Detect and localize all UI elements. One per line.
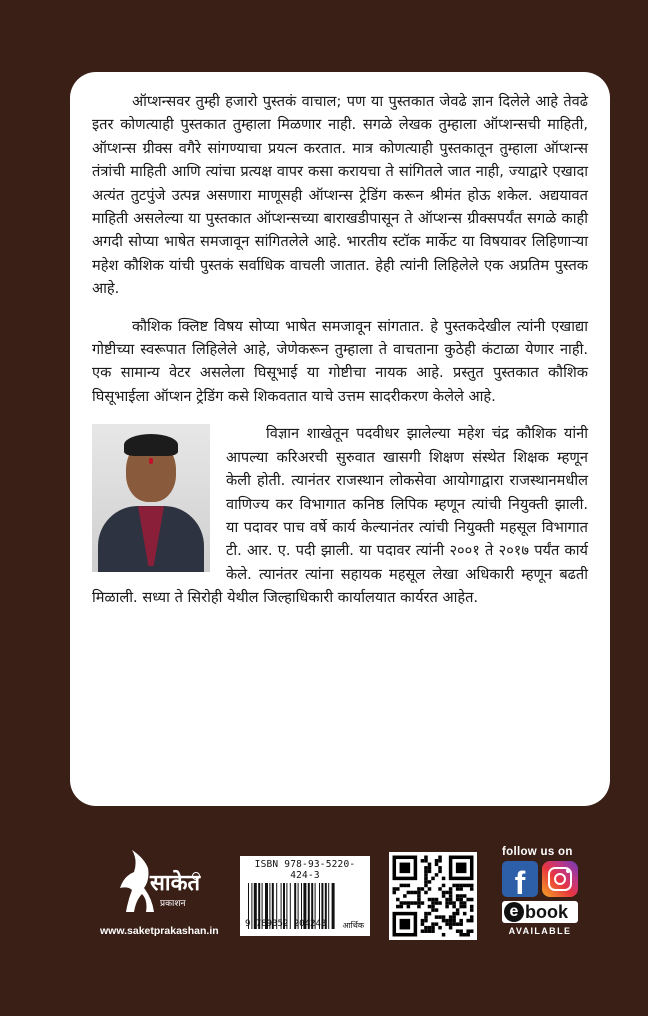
publisher-logo-subtext: प्रकाशन [160, 899, 186, 909]
publisher-logo-text: साकेत [150, 871, 201, 896]
author-bio: विज्ञान शाखेतून पदवीधर झालेल्या महेश चंद्र कौशिक यांनी आपल्या करिअरची सुरुवात खासगी शिक्षण संस्थेत शिक्षक म्हणून केली होती. त्यानंतर राजस्थान लोकसेवा आयोगाद्वारा राजस्थानमधील वाणिज्य कर विभागात कनिष्ठ लिपिक म्हणून त्यांची नियुक्ती झाली. या पदावर पाच वर्षे कार्य केल्यानंतर त्यांची नियुक्ती महसूल विभागात टी. आर. ए. पदी झाली. या पदावर त्यांनी २००१ ते २०१७ पर्यंत कार्य केले. त्यानंतर त्यांना सहायक महसूल लेखा अधिकारी म्हणून बढती मिळाली. सध्या ते सिरोही येथील जिल्हाधिकारी कार्यालयात कार्यरत आहेत. [92, 425, 588, 607]
instagram-icon[interactable] [542, 861, 578, 897]
ebook-available-label: AVAILABLE [508, 926, 572, 936]
description-panel [70, 72, 610, 806]
facebook-icon[interactable] [502, 861, 538, 897]
publisher-logo [110, 846, 202, 920]
book-category: आर्थिक [342, 921, 364, 930]
facebook-letter: f [514, 865, 526, 897]
ebook-e-icon: e [504, 902, 524, 922]
follow-us-label: follow us on [502, 846, 573, 858]
description-paragraph-2: कौशिक क्लिष्ट विषय सोप्या भाषेत समजावून सांगतात. हे पुस्तकदेखील त्यांनी एखाद्या गोष्टीच्या स्वरूपात लिहिलेले आहे, जेणेकरून तुम्हाला ते वाचताना कुठेही कंटाळा येणार नाही. एक सामान्य वेटर असलेला घिसूभाई या गोष्टीचा नायक आहे. प्रस्तुत पुस्तकात कौशिक घिसूभाईला ऑप्शन ट्रेडिंग कसे शिकवतात याचे उत्तम सादरीकरण केलेले आहे. [92, 317, 588, 405]
publisher-website[interactable]: www.saketprakashan.in [100, 925, 219, 937]
bird-figure-icon [120, 850, 154, 912]
barcode-digits: 9 789352 204243 [245, 919, 327, 929]
author-photo [92, 424, 210, 572]
author-section [92, 422, 588, 609]
isbn-barcode [240, 856, 370, 936]
isbn-label: ISBN 978-93-5220-424-3 [254, 859, 356, 881]
description-paragraph-1: ऑप्शन्सवर तुम्ही हजारो पुस्तकं वाचाल; पण या पुस्तकात जेवढे ज्ञान दिलेले आहे तेवढे इतर कोणत्याही पुस्तकात तुम्हाला मिळणार नाही. सगळे लेखक तुम्हाला ऑप्शन्सची माहिती, ऑप्शन्स ग्रीक्स वगैरे सांगण्याचा प्रयत्न करतात. मात्र कोणत्याही पुस्तकातून तुम्हाला ऑप्शन्स तंत्रांची माहिती आणि त्यांचा प्रत्यक्ष वापर कसा करायचा ते सांगितले जात नाही, ज्याद्वारे एखादा अत्यंत तुटपुंजे उत्पन्न असणारा माणूसही ऑप्शन्स ट्रेडिंग करून श्रीमंत होऊ शकेल. अद्ययावत माहिती असलेल्या या पुस्तकात ऑप्शन्सच्या बाराखडीपासून ते ऑप्शन्स ग्रीक्सपर्यंत सगळे काही अगदी सोप्या भाषेत समजावून सांगितलेले आहे. भारतीय स्टॉक मार्केट या विषयावर लिहिणाऱ्या महेश कौशिक यांची पुस्तकं सर्वाधिक वाचली जातात. हेही त्यांनी लिहिलेले एक अप्रतिम पुस्तक आहे. [92, 93, 588, 298]
qr-code[interactable] [389, 852, 477, 940]
ebook-badge[interactable] [502, 901, 578, 923]
ebook-label: book [525, 902, 568, 922]
